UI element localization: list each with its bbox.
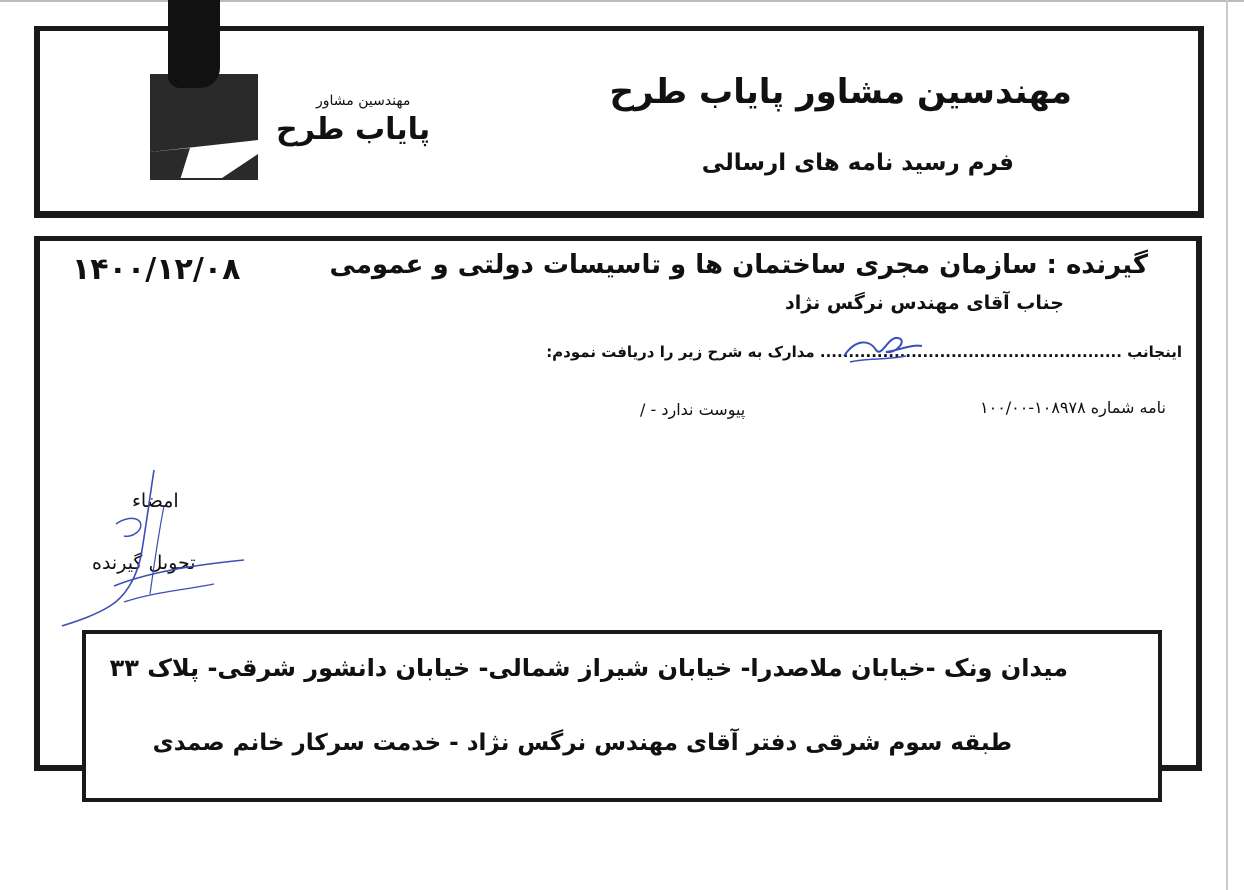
company-name: مهندسین مشاور پایاب طرح	[609, 72, 1072, 112]
logo-slash-icon	[150, 74, 258, 180]
handwritten-signature-receiver	[54, 466, 254, 636]
ink-blot	[168, 0, 220, 88]
receipt-statement: اینجانب ..................................................... مدارک به شرح زیر را دریافت نمودم:	[546, 343, 1182, 361]
signature-label: امضاء	[132, 490, 179, 512]
company-logo	[150, 74, 258, 180]
scan-edge-right	[1226, 0, 1228, 890]
recipient-line: گیرنده : سازمان مجری ساختمان ها و تاسیسات دولتی و عمومی	[329, 250, 1148, 280]
receiver-label: تحویل گیرنده	[92, 552, 196, 574]
attachment-note: پیوست ندارد - /	[640, 400, 746, 419]
logo-subtitle: مهندسین مشاور	[316, 93, 411, 109]
letter-number: نامه شماره ۱۰۸۹۷۸-۱۰۰/۰۰	[980, 398, 1166, 417]
letter-date: ۱۴۰۰/۱۲/۰۸	[72, 252, 241, 287]
recipient-person: جناب آقای مهندس نرگس نژاد	[785, 292, 1064, 314]
logo-name: پایاب طرح	[276, 112, 431, 147]
handwritten-signature-receipt	[836, 328, 926, 368]
address-line-1: میدان ونک -خیابان ملاصدرا- خیابان شیراز شمالی- خیابان دانشور شرقی- پلاک ۳۳	[109, 654, 1068, 682]
form-title: فرم رسید نامه های ارسالی	[701, 150, 1014, 176]
address-line-2: طبقه سوم شرقی دفتر آقای مهندس نرگس نژاد - خدمت سرکار خانم صمدی	[152, 730, 1012, 756]
